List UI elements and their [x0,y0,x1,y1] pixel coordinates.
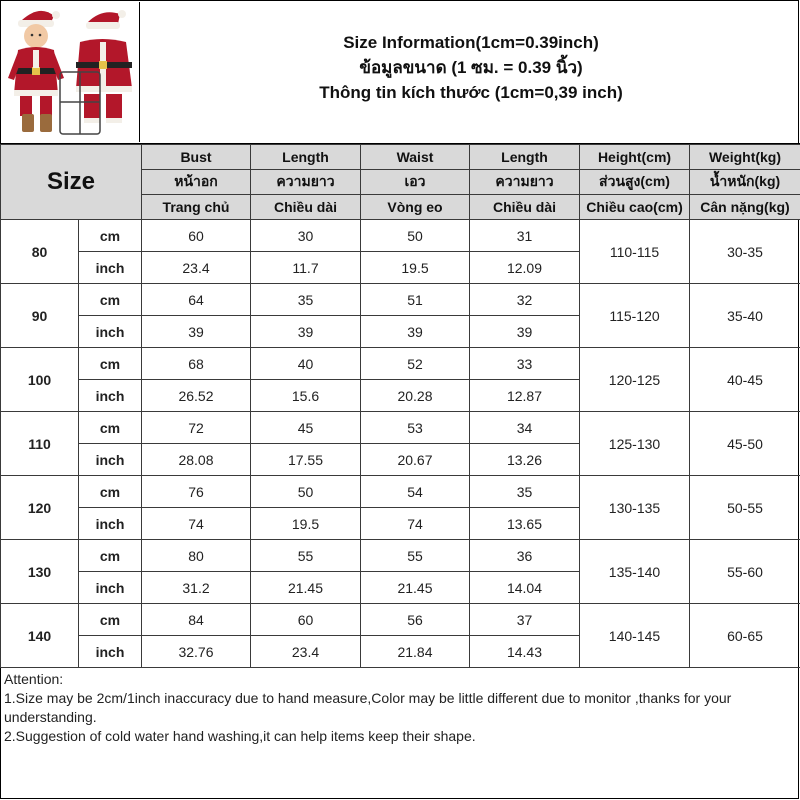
header-length-vi: Chiều dài [251,195,361,220]
cell-cm-value: 37 [470,604,580,636]
size-chart-table [0,144,800,668]
cell-inch-value: 12.09 [470,252,580,284]
unit-cm-label: cm [79,604,142,636]
cell-cm-value: 32 [470,284,580,316]
cell-inch-value: 20.67 [361,444,470,476]
size-value: 120 [1,476,79,540]
cell-cm-value: 40 [251,348,361,380]
header-length2-th: ความยาว [470,170,580,195]
cell-cm-value: 45 [251,412,361,444]
table-row [1,284,800,316]
height-range: 120-125 [580,348,690,412]
cell-inch-value: 14.04 [470,572,580,604]
cell-inch-value: 39 [470,316,580,348]
cell-cm-value: 80 [142,540,251,572]
header-length-en: Length [251,145,361,170]
header-length2-en: Length [470,145,580,170]
unit-cm-label: cm [79,284,142,316]
attention-line-2: 2.Suggestion of cold water hand washing,it can help items keep their shape. [4,728,476,744]
size-value: 100 [1,348,79,412]
weight-range: 50-55 [690,476,800,540]
header-length-th: ความยาว [251,170,361,195]
cell-cm-value: 72 [142,412,251,444]
header-length2-vi: Chiều dài [470,195,580,220]
weight-range: 55-60 [690,540,800,604]
cell-cm-value: 50 [361,220,470,252]
unit-inch-label: inch [79,316,142,348]
cell-inch-value: 23.4 [142,252,251,284]
cell-cm-value: 34 [470,412,580,444]
cell-cm-value: 53 [361,412,470,444]
height-range: 135-140 [580,540,690,604]
attention-title: Attention: [4,671,64,687]
cell-cm-value: 36 [470,540,580,572]
cell-inch-value: 39 [142,316,251,348]
weight-range: 60-65 [690,604,800,668]
cell-inch-value: 11.7 [251,252,361,284]
size-column-header: Size [1,145,142,220]
header-weight-th: น้ำหนัก(kg) [690,170,800,195]
cell-cm-value: 52 [361,348,470,380]
title-vietnamese: Thông tin kích thước (1cm=0,39 inch) [319,83,623,102]
header [0,0,800,144]
weight-range: 35-40 [690,284,800,348]
cell-inch-value: 17.55 [251,444,361,476]
attention-line-1: 1.Size may be 2cm/1inch inaccuracy due to hand measure,Color may be little different due to monitor ,thanks for your understanding. [4,690,732,725]
table-row [1,348,800,380]
cell-cm-value: 64 [142,284,251,316]
product-photo [2,2,140,142]
cell-inch-value: 26.52 [142,380,251,412]
cell-inch-value: 74 [142,508,251,540]
title-block [142,30,800,105]
cell-cm-value: 35 [251,284,361,316]
header-height-th: ส่วนสูง(cm) [580,170,690,195]
cell-cm-value: 51 [361,284,470,316]
height-range: 115-120 [580,284,690,348]
cell-inch-value: 21.45 [251,572,361,604]
cell-inch-value: 21.84 [361,636,470,668]
unit-cm-label: cm [79,412,142,444]
title-thai: ข้อมูลขนาด (1 ซม. = 0.39 นิ้ว) [359,58,583,77]
cell-cm-value: 56 [361,604,470,636]
header-bust-vi: Trang chủ [142,195,251,220]
cell-inch-value: 19.5 [251,508,361,540]
cell-cm-value: 50 [251,476,361,508]
size-value: 110 [1,412,79,476]
header-height-en: Height(cm) [580,145,690,170]
size-value: 80 [1,220,79,284]
cell-cm-value: 84 [142,604,251,636]
weight-range: 45-50 [690,412,800,476]
header-weight-en: Weight(kg) [690,145,800,170]
cell-inch-value: 31.2 [142,572,251,604]
unit-cm-label: cm [79,476,142,508]
cell-cm-value: 35 [470,476,580,508]
cell-cm-value: 31 [470,220,580,252]
header-waist-en: Waist [361,145,470,170]
cell-cm-value: 33 [470,348,580,380]
cell-inch-value: 13.26 [470,444,580,476]
cell-inch-value: 39 [361,316,470,348]
header-waist-th: เอว [361,170,470,195]
size-value: 130 [1,540,79,604]
cell-cm-value: 60 [142,220,251,252]
santa-costume-illustration [2,2,140,142]
unit-inch-label: inch [79,444,142,476]
cell-cm-value: 76 [142,476,251,508]
attention-notes [4,670,794,746]
header-bust-en: Bust [142,145,251,170]
cell-cm-value: 54 [361,476,470,508]
cell-cm-value: 60 [251,604,361,636]
cell-inch-value: 15.6 [251,380,361,412]
cell-inch-value: 39 [251,316,361,348]
cell-inch-value: 74 [361,508,470,540]
weight-range: 30-35 [690,220,800,284]
table-row [1,412,800,444]
unit-inch-label: inch [79,508,142,540]
header-bust-th: หน้าอก [142,170,251,195]
cell-cm-value: 55 [251,540,361,572]
unit-inch-label: inch [79,380,142,412]
cell-inch-value: 19.5 [361,252,470,284]
height-range: 140-145 [580,604,690,668]
cell-cm-value: 68 [142,348,251,380]
cell-inch-value: 13.65 [470,508,580,540]
cell-cm-value: 30 [251,220,361,252]
table-row [1,220,800,252]
header-height-vi: Chiều cao(cm) [580,195,690,220]
cell-inch-value: 12.87 [470,380,580,412]
unit-cm-label: cm [79,348,142,380]
height-range: 125-130 [580,412,690,476]
header-waist-vi: Vòng eo [361,195,470,220]
cell-inch-value: 20.28 [361,380,470,412]
title-english: Size Information(1cm=0.39inch) [343,33,599,52]
cell-inch-value: 21.45 [361,572,470,604]
unit-cm-label: cm [79,540,142,572]
cell-inch-value: 14.43 [470,636,580,668]
height-range: 110-115 [580,220,690,284]
unit-inch-label: inch [79,572,142,604]
cell-inch-value: 32.76 [142,636,251,668]
unit-inch-label: inch [79,252,142,284]
unit-cm-label: cm [79,220,142,252]
header-weight-vi: Cân nặng(kg) [690,195,800,220]
table-row [1,604,800,636]
size-value: 90 [1,284,79,348]
unit-inch-label: inch [79,636,142,668]
cell-cm-value: 55 [361,540,470,572]
table-row [1,540,800,572]
size-value: 140 [1,604,79,668]
height-range: 130-135 [580,476,690,540]
table-row [1,476,800,508]
cell-inch-value: 28.08 [142,444,251,476]
weight-range: 40-45 [690,348,800,412]
cell-inch-value: 23.4 [251,636,361,668]
